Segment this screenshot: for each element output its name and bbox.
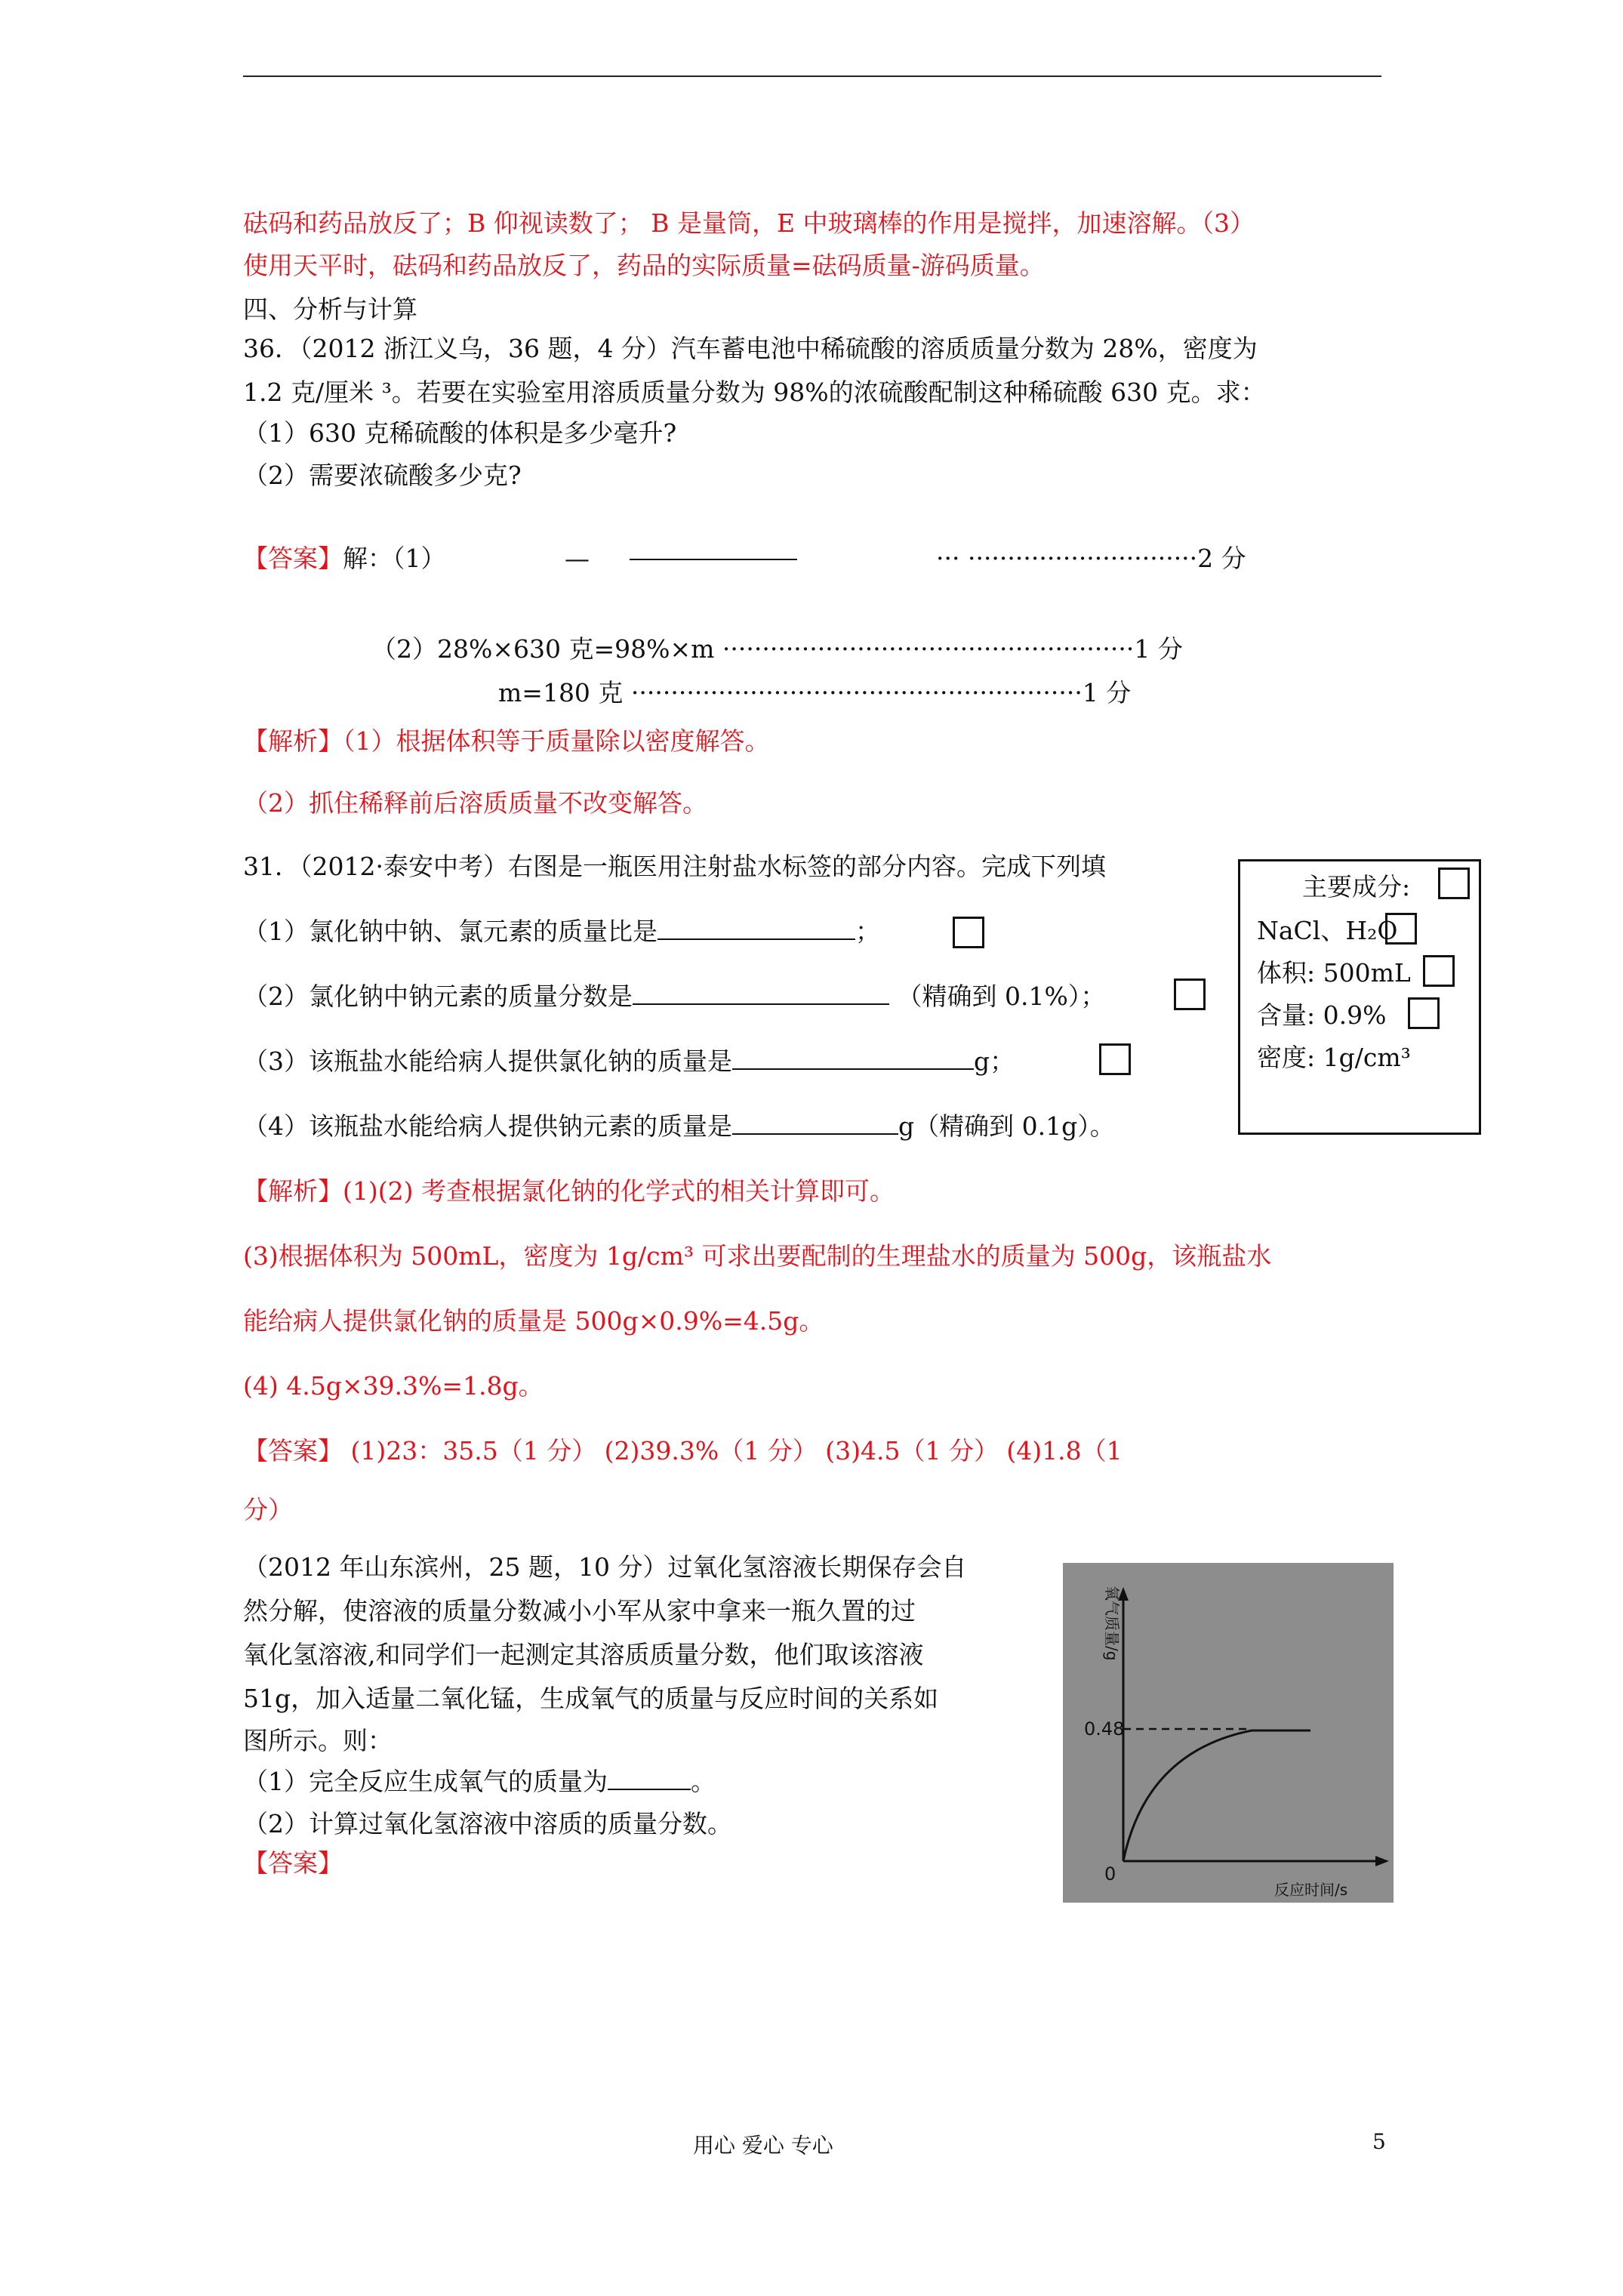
question-sub — [243, 915, 880, 948]
analysis-line — [243, 1175, 895, 1208]
label-title: 主要成分: — [1302, 872, 1411, 901]
question-sub-text: （1）完全反应生成氧气的质量为 — [243, 1767, 608, 1796]
question-sub-text: （精确到 0.1%）； — [897, 982, 1106, 1011]
answer-continuation-line: 砝码和药品放反了；B 仰视读数了； B 是量筒，E 中玻璃棒的作用是搅拌，加速溶解。（3） — [243, 208, 1255, 238]
checkbox[interactable] — [1408, 997, 1440, 1029]
question-text: 1.2 克/厘米 ³。若要在实验室用溶质质量分数为 98%的浓硫酸配制这种稀硫酸 630 克。求： — [243, 378, 1266, 407]
x-axis-arrow — [1375, 1856, 1389, 1866]
page-number: 5 — [1372, 2129, 1386, 2154]
question-sub — [243, 1110, 1115, 1143]
answer-line: m=180 克 ·························································1 分 — [498, 678, 1132, 707]
y-axis-label: 氧气质量/g — [1103, 1586, 1121, 1661]
question-sub: （1）630 克稀硫酸的体积是多少毫升? — [243, 418, 677, 448]
question-sub-text: （1）氯化钠中钠、氯元素的质量比是 — [243, 917, 658, 946]
question-sub — [243, 1765, 716, 1798]
question-sub — [243, 980, 1105, 1013]
label-row: 含量: 0.9% — [1257, 1000, 1387, 1030]
question-text: 氧化氢溶液,和同学们一起测定其溶质质量分数，他们取该溶液 — [243, 1640, 924, 1669]
question-text: （2012 年山东滨州，25 题，10 分）过氧化氢溶液长期保存会自 — [243, 1552, 967, 1582]
analysis-text: （1）根据体积等于质量除以密度解答。 — [343, 726, 770, 756]
analysis-text: (4) 4.5g×39.3%=1.8g。 — [243, 1371, 544, 1401]
answer-text: 解：（1） — [343, 544, 446, 573]
checkbox[interactable] — [1174, 978, 1206, 1010]
checkbox[interactable] — [1099, 1043, 1131, 1075]
question-text: 51g，加入适量二氧化锰，生成氧气的质量与反应时间的关系如 — [243, 1684, 939, 1713]
question-sub: （2）计算过氧化氢溶液中溶质的质量分数。 — [243, 1809, 732, 1838]
analysis-line — [243, 725, 770, 758]
question-sub — [243, 1045, 1015, 1078]
answer-line: （2）28%×630 克=98%×m ····················································1 分 — [371, 634, 1183, 664]
oxygen-mass-graph — [1063, 1563, 1394, 1903]
analysis-tag: 【解析】 — [243, 726, 343, 756]
checkbox[interactable] — [953, 917, 984, 948]
analysis-tag: 【解析】 — [243, 1176, 343, 1206]
label-row: 密度: 1g/cm³ — [1257, 1043, 1411, 1072]
score-dots: ··· ·····························2 分 — [936, 544, 1246, 573]
question-sub-text: 。 — [691, 1767, 716, 1796]
answer-tag: 【答案】 — [243, 1436, 343, 1465]
graph-svg — [1063, 1563, 1394, 1903]
answer-blank[interactable] — [732, 1111, 898, 1135]
question-text: 36．（2012 浙江义乌，36 题，4 分）汽车蓄电池中稀硫酸的溶质质量分数为 28%，密度为 — [243, 334, 1258, 363]
answer-blank[interactable] — [633, 981, 889, 1005]
question-text: 图所示。则： — [243, 1726, 393, 1755]
answer-blank[interactable] — [732, 1046, 974, 1070]
question-sub: （2）需要浓硫酸多少克? — [243, 461, 522, 490]
section-title: 四、分析与计算 — [243, 294, 417, 324]
fraction-bar — [630, 559, 797, 560]
analysis-text: （2）抓住稀释前后溶质质量不改变解答。 — [243, 788, 707, 818]
answer-line — [243, 1435, 1123, 1468]
question-text: 31．（2012·泰安中考）右图是一瓶医用注射盐水标签的部分内容。完成下列填 — [243, 852, 1106, 881]
answer-blank[interactable] — [658, 916, 855, 940]
answer-text: 分） — [243, 1495, 293, 1524]
analysis-text: (3)根据体积为 500mL，密度为 1g/cm³ 可求出要配制的生理盐水的质量为 500g，该瓶盐水 — [243, 1241, 1272, 1271]
analysis-text: (1)(2) 考查根据氯化钠的化学式的相关计算即可。 — [343, 1176, 895, 1206]
curve — [1123, 1730, 1310, 1861]
question-sub-text: （4）该瓶盐水能给病人提供钠元素的质量是 — [243, 1111, 732, 1141]
analysis-text: 能给病人提供氯化钠的质量是 500g×0.9%=4.5g。 — [243, 1306, 824, 1336]
footer-center: 用心 爱心 专心 — [693, 2133, 833, 2158]
answer-line — [243, 542, 446, 575]
answer-tag: 【答案】 — [243, 544, 343, 573]
label-row: 体积: 500mL — [1257, 958, 1411, 988]
question-text: 然分解，使溶液的质量分数减小小军从家中拿来一瓶久置的过 — [243, 1596, 916, 1626]
checkbox[interactable] — [1438, 868, 1470, 899]
x-axis-label: 反应时间/s — [1274, 1881, 1348, 1899]
saline-label-box — [1238, 859, 1481, 1135]
question-sub-text: g（精确到 0.1g）。 — [898, 1111, 1115, 1141]
y-tick-label: 0.48 — [1084, 1718, 1125, 1740]
question-sub-text: （3）该瓶盐水能给病人提供氯化钠的质量是 — [243, 1046, 732, 1076]
question-sub-text: ； — [855, 917, 880, 946]
question-sub-text: （2）氯化钠中钠元素的质量分数是 — [243, 982, 633, 1011]
question-sub-text: g； — [974, 1046, 1015, 1076]
answer-dash: — — [565, 544, 590, 573]
origin-label: 0 — [1104, 1863, 1116, 1885]
header-rule — [243, 76, 1381, 77]
answer-continuation-line: 使用天平时，砝码和药品放反了，药品的实际质量=砝码质量-游码质量。 — [243, 251, 1045, 280]
label-row: NaCl、H₂O — [1257, 916, 1398, 945]
checkbox[interactable] — [1423, 955, 1455, 987]
answer-blank[interactable] — [608, 1766, 691, 1790]
answer-text: (1)23：35.5（1 分） (2)39.3%（1 分） (3)4.5（1 分） (4)1.8（1 — [343, 1436, 1123, 1465]
checkbox[interactable] — [1385, 913, 1417, 945]
answer-tag: 【答案】 — [243, 1848, 343, 1878]
